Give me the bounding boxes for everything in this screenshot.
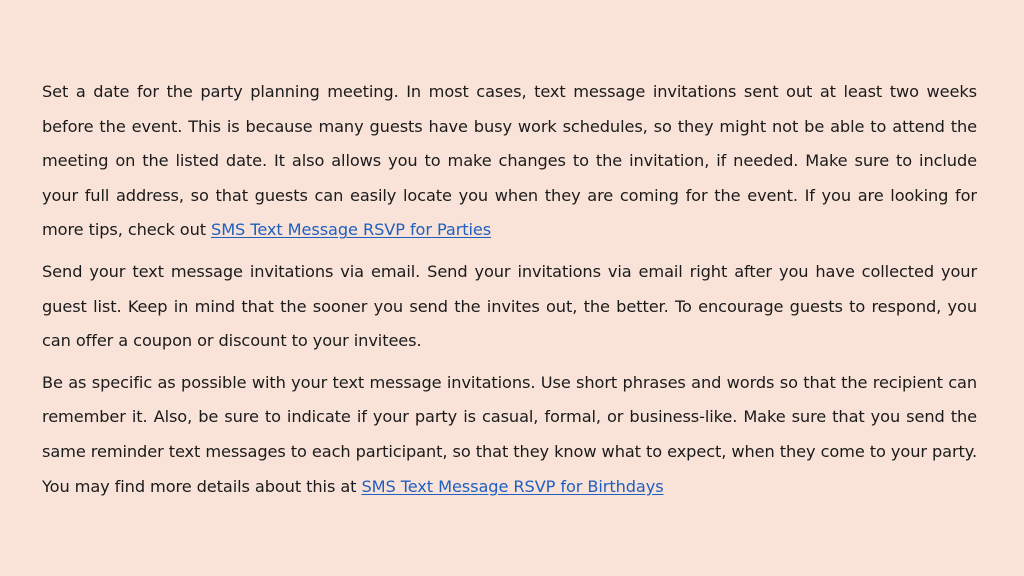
paragraph-send-invitations	[42, 255, 977, 359]
paragraph-text: Be as specific as possible with your text message invitations. Use short phrases and words so that the recipient can remember it. Also, be sure to indicate if your party is casual, formal, or business-like. Make sure that you send the same reminder text messages to each participant, so that they know what to expect, when they come to your party. You may find more details about this at	[42, 372, 977, 496]
paragraph-be-specific	[42, 366, 977, 504]
link-sms-rsvp-birthdays[interactable]: SMS Text Message RSVP for Birthdays	[361, 476, 664, 496]
content-area	[42, 75, 977, 511]
paragraph-text: Send your text message invitations via email. Send your invitations via email right after you have collected your guest list. Keep in mind that the sooner you send the invites out, the better. To encourage guests to respond, you can offer a coupon or discount to your invitees.	[42, 261, 977, 351]
paragraph-text: Set a date for the party planning meeting. In most cases, text message invitations sent out at least two weeks before the event. This is because many guests have busy work schedules, so they might not be able to attend the meeting on the listed date. It also allows you to make changes to the invitation, if needed. Make sure to include your full address, so that guests can easily locate you when they are coming for the event. If you are looking for more tips, check out	[42, 82, 977, 240]
link-sms-rsvp-parties[interactable]: SMS Text Message RSVP for Parties	[211, 220, 492, 240]
paragraph-party-planning	[42, 75, 977, 248]
